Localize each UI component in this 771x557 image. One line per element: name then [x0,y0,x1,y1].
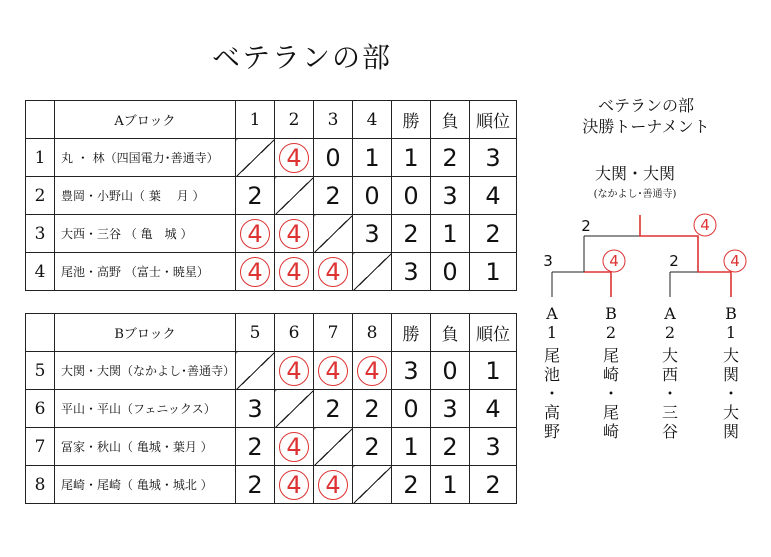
score-cell: 0 [353,177,392,215]
seed-label: B 2 [605,304,617,342]
champion-name: 大関・大関 [594,164,675,183]
win-score-circle: 4 [279,432,309,462]
col-header: 勝 [392,314,431,352]
rank-cell: 3 [470,139,517,177]
seed-team-name: 尾 池 ・ 高 野 [543,346,560,441]
seed-team-name: 大 西 ・ 三 谷 [661,346,678,441]
loss-count: 0 [431,253,470,291]
bracket-title-line2: 決勝トーナメント [582,117,710,136]
seed-team-name: 大 関 ・ 大 関 [722,346,739,441]
col-header: 2 [275,101,314,139]
seed-team-name: 尾 崎 ・ 尾 崎 [602,346,619,441]
loss-count: 3 [431,177,470,215]
col-header: 順位 [470,314,517,352]
win-count: 0 [392,177,431,215]
pair-name: 尾池・高野 （富士・暁星） [55,253,236,291]
score-cell: 2 [236,466,275,504]
row-number: 7 [26,428,55,466]
win-score-circle: 4 [240,257,270,287]
loss-count: 2 [431,139,470,177]
row-number: 2 [26,177,55,215]
col-header: 4 [353,101,392,139]
semi2-score-left: 2 [669,252,679,270]
score-cell: 0 [314,139,353,177]
win-score-circle: 4 [318,257,348,287]
win-score-circle: 4 [240,219,270,249]
pair-name: 大西・三谷 （ 亀 城 ） [55,215,236,253]
win-score-circle: 4 [318,470,348,500]
win-score-circle: 4 [279,356,309,386]
score-cell: 1 [353,139,392,177]
loss-count: 2 [431,428,470,466]
rank-cell: 1 [470,352,517,390]
block-header: Bブロック [55,314,236,352]
page-title: ベテランの部 [212,41,393,74]
block-header: Aブロック [55,101,236,139]
score-cell: 2 [314,390,353,428]
pair-name: 尾崎・尾崎（ 亀城・城北 ） [55,466,236,504]
col-header: 負 [431,101,470,139]
rank-cell: 2 [470,215,517,253]
win-count: 2 [392,215,431,253]
rank-cell: 4 [470,177,517,215]
semi2-score-right: 4 [730,252,740,270]
score-cell: 2 [353,428,392,466]
win-count: 1 [392,428,431,466]
pair-name: 平山・平山（フェニックス） [55,390,236,428]
win-score-circle: 4 [279,219,309,249]
pair-name: 豊岡・小野山（ 葉 月 ） [55,177,236,215]
row-number: 5 [26,352,55,390]
bracket-line-winner [584,272,611,297]
rank-cell: 1 [470,253,517,291]
bracket-line-winner [698,272,731,297]
row-number: 4 [26,253,55,291]
win-count: 0 [392,390,431,428]
win-score-circle: 4 [318,356,348,386]
rank-cell: 3 [470,428,517,466]
rank-cell: 2 [470,466,517,504]
win-score-circle: 4 [279,143,309,173]
row-number: 3 [26,215,55,253]
champion-club: (なかよし･善通寺) [593,189,677,200]
bracket-title-line1: ベテランの部 [597,96,694,115]
col-header: 負 [431,314,470,352]
score-cell: 3 [353,215,392,253]
pair-name: 冨家・秋山（ 亀城・葉月 ） [55,428,236,466]
loss-count: 0 [431,352,470,390]
col-header: 3 [314,101,353,139]
row-number: 1 [26,139,55,177]
final-score-right: 4 [700,216,710,234]
win-count: 3 [392,253,431,291]
col-header: 勝 [392,101,431,139]
semi1-score-right: 4 [609,252,619,270]
score-cell: 2 [236,428,275,466]
score-cell: 3 [236,390,275,428]
col-header: 6 [275,314,314,352]
score-cell: 2 [236,177,275,215]
row-number: 6 [26,390,55,428]
semi1-score-left: 3 [543,252,553,270]
seed-label: A 2 [664,304,676,342]
col-header: 7 [314,314,353,352]
pair-name: 大関・大関（なかよし･善通寺） [55,352,236,390]
row-number: 8 [26,466,55,504]
win-count: 3 [392,352,431,390]
final-score-left: 2 [581,217,591,235]
win-score-circle: 4 [279,257,309,287]
seed-label: A 1 [546,304,558,342]
loss-count: 1 [431,466,470,504]
col-header: 順位 [470,101,517,139]
win-count: 2 [392,466,431,504]
col-header: 1 [236,101,275,139]
score-cell: 2 [314,177,353,215]
seed-label: B 1 [725,304,737,342]
loss-count: 1 [431,215,470,253]
rank-cell: 4 [470,390,517,428]
win-score-circle: 4 [357,356,387,386]
score-cell: 2 [353,390,392,428]
win-score-circle: 4 [279,470,309,500]
col-header: 8 [353,314,392,352]
col-header: 5 [236,314,275,352]
pair-name: 丸 ・ 林（四国電力･善通寺） [55,139,236,177]
win-count: 1 [392,139,431,177]
loss-count: 3 [431,390,470,428]
